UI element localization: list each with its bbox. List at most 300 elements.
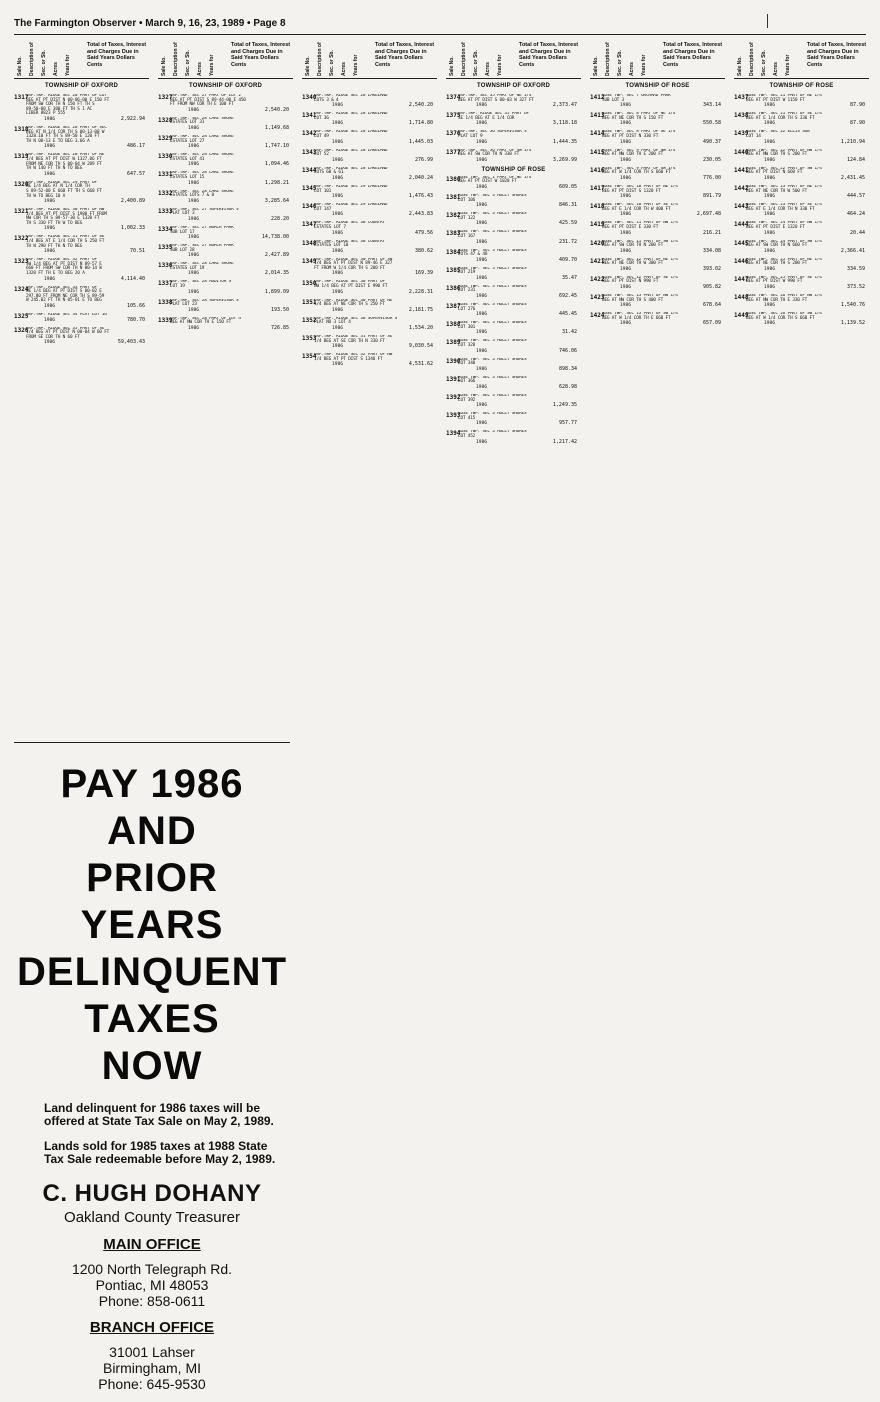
sale-number: 1420: [590, 239, 605, 247]
amount-due: 425.59: [558, 220, 577, 227]
parcel-entry: [590, 94, 725, 108]
column-header: [158, 38, 293, 79]
parcel-entry: [590, 276, 725, 290]
amount-due: 2,181.75: [408, 306, 433, 313]
parcel-description: ROSE TWP. SEC 3 HOLLY SHORES LOT 219: [458, 266, 527, 276]
sale-number: 1444: [734, 221, 749, 229]
column-header-sale-no: Sale No.: [17, 56, 23, 76]
main-office-address: [14, 1261, 290, 1309]
township-heading: TOWNSHIP OF OXFORD: [44, 83, 119, 89]
delinquent-year: 1986: [620, 248, 632, 254]
parcel-description: ROSE TWP. SEC 11 PART OF SW 1/4 BEG AT SW COR TH N 200 FT: [602, 239, 678, 249]
parcel-description: OXF.TWP. SEC 28 LAKE SHORE ESTATES LOT 31: [170, 116, 234, 126]
delinquent-year: 1986: [476, 421, 488, 427]
parcel-entry: [734, 312, 869, 326]
parcel-description: ROSE TWP. SEC 3 HOLLY SHORES LOT 276: [458, 303, 527, 312]
parcel-description: ROSE TWP. SEC 10 PART OF SE 1/4 BEG AT E 1/4 COR TH W 400 FT: [602, 203, 678, 212]
delinquent-year: 1986: [332, 175, 344, 181]
parcel-description: OXF.TWP. SEC 36 SUPERVISOR'S PLAT LOT 9: [458, 130, 527, 139]
township-heading: TOWNSHIP OF ROSE: [769, 83, 834, 89]
amount-due: 1,445.03: [408, 138, 433, 145]
column-header: [14, 38, 149, 79]
delinquent-year: 1986: [764, 212, 776, 218]
parcel-description: ROSE TWP. SEC 3 HOLLY SHORES LOTS 47 & 48: [458, 248, 527, 258]
delinquent-year: 1986: [188, 216, 200, 222]
delinquent-year: 1986: [332, 230, 344, 236]
sale-number: 1335: [158, 244, 173, 252]
delinquent-year: 1986: [476, 312, 488, 318]
delinquent-year: 1986: [188, 253, 200, 259]
sale-number: 1438: [734, 112, 749, 120]
delinquent-year: 1986: [764, 139, 776, 145]
parcel-description: OXF.TWP. SEC 28 LAKE SHORE ESTATES LOT 41: [170, 153, 234, 162]
amount-due: 87.90: [849, 102, 865, 109]
column-header-acres: Acres: [197, 62, 203, 76]
delinquent-year: 1986: [764, 194, 776, 200]
sale-number: 1337: [158, 280, 173, 288]
sale-number: 1333: [158, 207, 173, 215]
parcel-description: ROSE TWP. SEC 21 PART OF NE 1/4 BEG AT PT DIST W 1150 FT: [746, 94, 822, 103]
column-header-years: Years for: [497, 54, 503, 76]
amount-due: 87.90: [849, 120, 865, 127]
branch-office-address: [14, 1344, 290, 1392]
amount-due: 2,431.45: [840, 174, 865, 181]
parcel-description: OXF.TWP. SEC 28 PART OF LOT 4 BEG AT NW COR TH E 150 FT: [170, 316, 241, 326]
amount-due: 3,118.18: [552, 120, 577, 127]
parcel-description: OXF.TWP. SEC 27 BURCH PARK SUB LOT 17: [170, 225, 234, 235]
delinquent-year: 1986: [188, 144, 200, 150]
sale-number: 1442: [734, 184, 749, 192]
amount-due: 1,249.35: [552, 402, 577, 409]
township-heading: TOWNSHIP OF ROSE: [481, 166, 546, 173]
parcel-entry: [590, 294, 725, 308]
parcel-description: ROSE TWP. SEC 22 PART OF SW 1/4 BEG AT PT DIST N 660 FT: [746, 166, 822, 176]
parcel-description: ROSE TWP. SEC 21 PART OF SE 1/4 BEG AT E 1/4 COR TH S 330 FT: [746, 112, 822, 121]
sale-number: 1345: [302, 184, 317, 192]
amount-due: 479.56: [414, 229, 433, 236]
parcel-description: ROSE TWP. SEC 3 HOLLY SHORES LOT 452: [458, 430, 527, 439]
amount-due: 2,014.35: [264, 270, 289, 277]
delinquent-year: 1986: [764, 121, 776, 127]
delinquent-year: 1986: [764, 303, 776, 309]
parcel-entry: [734, 203, 869, 217]
parcel-entry: [158, 135, 293, 149]
parcel-description: ROSE TWP. SEC 13 PART OF NW 1/4 BEG AT NW COR TH S 400 FT: [602, 294, 678, 303]
sale-number: 1352: [302, 316, 317, 324]
amount-due: 486.17: [126, 143, 145, 150]
listing-column: [590, 38, 725, 1380]
entries-list: [734, 94, 869, 1380]
parcel-entry: [302, 280, 437, 294]
sale-number: 1347: [302, 221, 317, 229]
amount-due: 1,747.10: [264, 143, 289, 150]
listing-column: [446, 38, 581, 1380]
amount-due: 276.99: [414, 156, 433, 163]
sale-number: 1324: [14, 285, 29, 293]
parcel-description: ROSE TWP. SEC 12 PART OF NE 1/4 BEG AT NE COR TH W 300 FT: [602, 257, 678, 267]
parcel-entry: [302, 258, 437, 277]
branch-office-heading: BRANCH OFFICE: [89, 1319, 215, 1336]
delinquent-year: 1986: [188, 235, 200, 241]
amount-due: 2,697.48: [696, 211, 721, 218]
column-header-total: Total of Taxes, Interest and Charges Due in Said Years Dollars Cents: [663, 42, 723, 68]
sale-number: 1437: [734, 94, 749, 101]
parcel-entry: [590, 203, 725, 217]
amount-due: 2,366.41: [840, 247, 865, 254]
parcel-description: OXF.TWP. SEC 28 LAKE SHORE ESTATES LOT 19: [170, 262, 234, 271]
amount-due: 678.64: [702, 302, 721, 309]
amount-due: 409.70: [558, 256, 577, 263]
parcel-description: OXF.TWP. SEC 27 BURCH PARK SUB LOT 28: [170, 244, 234, 253]
sale-number: 1343: [302, 148, 317, 156]
parcel-entry: [590, 221, 725, 235]
sale-number: 1393: [446, 412, 461, 420]
column-header-years: Years for: [353, 54, 359, 76]
amount-due: 380.62: [414, 247, 433, 254]
parcel-entry: [590, 185, 725, 199]
amount-due: 657.09: [702, 320, 721, 327]
amount-due: 445.45: [558, 311, 577, 318]
amount-due: 726.85: [270, 325, 289, 332]
amount-due: 59,403.43: [117, 339, 145, 346]
delinquent-year: 1986: [620, 194, 632, 200]
parcel-description: OXF.TWP. RIDGE SEC 28 LAKELAND LOT 36: [314, 112, 388, 121]
parcel-description: OXF.TWP. RIDGE SEC 32 PART OF SW 1/4 BEG AT PT DIST N 89-57 E 660 FT FROM SW COR TH N 00-14 W 1320 FT TH E TO BEG 20 A: [26, 258, 102, 277]
column-header-total: Total of Taxes, Interest and Charges Due in Said Years Dollars Cents: [87, 42, 147, 68]
delinquent-year: 1986: [476, 348, 488, 354]
parcel-entry: [734, 240, 869, 254]
delinquent-year: 1986: [476, 385, 488, 390]
delinquent-year: 1986: [332, 103, 344, 109]
amount-due: 2,540.20: [408, 102, 433, 109]
parcel-entry: [734, 112, 869, 126]
parcel-entry: [446, 194, 581, 208]
delinquent-year: 1986: [332, 139, 344, 145]
parcel-description: OXF.TWP. SEC 28 AUDITOR'S LOT 19: [170, 280, 232, 290]
treasurer-title: Oakland County Treasurer: [64, 1209, 240, 1226]
parcel-entry: [14, 126, 149, 149]
parcel-entry: [446, 358, 581, 372]
sale-number: 1354: [302, 353, 317, 361]
township-heading: TOWNSHIP OF ROSE: [625, 83, 690, 89]
delinquent-year: 1986: [764, 266, 776, 272]
parcel-entry: [446, 394, 581, 408]
delinquent-year: 1986: [332, 157, 344, 163]
amount-due: 780.70: [126, 316, 145, 323]
delinquent-year: 1986: [332, 326, 344, 332]
treasurer-name: C. HUGH DOHANY: [42, 1180, 262, 1207]
parcel-entry: [302, 353, 437, 367]
sale-number: 1326: [14, 326, 29, 334]
amount-due: 2,040.24: [408, 174, 433, 181]
delinquent-year: 1986: [764, 248, 776, 254]
amount-due: 776.00: [702, 174, 721, 181]
sale-number: 1331: [158, 171, 173, 179]
amount-due: 1,444.35: [552, 138, 577, 145]
column-header-description: Description of: [317, 42, 323, 76]
branch-office-street: 31001 Lahser: [109, 1344, 195, 1360]
delinquent-year: 1986: [620, 321, 632, 327]
delinquent-year: 1986: [44, 249, 56, 255]
amount-due: 1,534.20: [408, 325, 433, 332]
parcel-entry: [158, 190, 293, 204]
delinquent-year: 1986: [764, 230, 776, 236]
main-office-street: 1200 North Telegraph Rd.: [71, 1261, 233, 1277]
delinquent-year: 1986: [332, 307, 344, 313]
sale-number: 1440: [734, 148, 749, 156]
sale-number: 1389: [446, 339, 461, 347]
amount-due: 2,443.83: [408, 211, 433, 218]
parcel-entry: [302, 94, 437, 108]
amount-due: 1,002.33: [120, 225, 145, 232]
column-header-description: Description of: [605, 42, 611, 76]
amount-due: 898.34: [558, 365, 577, 372]
parcel-description: ROSE TWP. SEC 24 PART OF NW 1/4 BEG AT PT DIST E 1320 FT: [746, 221, 822, 230]
amount-due: 334.59: [846, 265, 865, 272]
amount-due: 490.37: [702, 138, 721, 145]
column-header-sale-no: Sale No.: [161, 56, 167, 76]
sale-number: 1414: [590, 130, 605, 138]
column-header-description: Description of: [749, 42, 755, 76]
sale-number: 1346: [302, 203, 317, 211]
branch-office-city: Birmingham, MI: [102, 1360, 202, 1376]
parcel-entry: [302, 185, 437, 199]
delinquent-year: 1986: [476, 366, 488, 372]
parcel-entry: [446, 267, 581, 281]
amount-due: 628.98: [558, 384, 577, 390]
parcel-entry: [158, 94, 293, 113]
sale-number: 1445: [734, 239, 749, 247]
entries-list: [302, 94, 437, 1380]
parcel-description: ROSE TWP. SEC 13 PART OF SW 1/4 BEG AT W 1/4 COR TH E 660 FT: [602, 312, 678, 321]
amount-due: 193.50: [270, 306, 289, 313]
amount-due: 35.47: [561, 274, 577, 281]
delinquent-year: 1986: [476, 239, 488, 245]
delinquent-year: 1986: [476, 403, 488, 409]
column-header-description: Description of: [461, 42, 467, 76]
delinquent-year: 1986: [476, 103, 488, 109]
parcel-description: OXF.TWP. SEC 28 LAKE SHORE ESTATES LOTS 7 & 8: [170, 189, 234, 199]
parcel-description: OXF.TWP. RIDGE SEC 29 LAKELAND LOT 101: [314, 184, 388, 194]
delinquent-year: 1986: [476, 294, 488, 300]
parcel-entry: [158, 317, 293, 331]
parcel-entry: [302, 167, 437, 181]
amount-due: 3,285.64: [264, 197, 289, 204]
ad-notice-1985: Lands sold for 1985 taxes at 1988 State Tax Sale redeemable before May 2, 1989.: [44, 1139, 276, 1166]
main-office-phone: Phone: 858-0611: [98, 1293, 206, 1309]
parcel-entry: [446, 412, 581, 426]
delinquent-year: 1986: [476, 439, 488, 445]
delinquent-year: 1986: [476, 139, 488, 145]
delinquent-year: 1986: [44, 304, 56, 309]
amount-due: 2,400.89: [120, 198, 145, 205]
parcel-entry: [734, 94, 869, 108]
tax-advertisement: [14, 742, 290, 1392]
ad-headline-5: TAXES: [84, 997, 220, 1041]
delinquent-year: 1986: [620, 157, 632, 163]
township-heading: TOWNSHIP OF OXFORD: [188, 83, 263, 89]
delinquent-year: 1986: [332, 248, 344, 254]
sale-number: 1325: [14, 313, 29, 320]
listing-column: [302, 38, 437, 1380]
parcel-description: OXF.TWP. RIDGE SEC 31 PART OF SE 1/4 BEG AT SE COR TH N 330 FT: [314, 335, 393, 344]
column-header-sec-sbdv: Sec. or Sb.: [41, 50, 47, 76]
parcel-description: ROSE TWP. SEC 3 HOLLY SHORES LOT 328: [458, 339, 527, 349]
sale-number: 1336: [158, 262, 173, 270]
column-header: [590, 38, 725, 79]
parcel-entry: [302, 130, 437, 144]
parcel-entry: [302, 317, 437, 331]
amount-due: 373.52: [846, 284, 865, 291]
masthead-rule: [767, 14, 768, 28]
parcel-description: ROSE TWP. SEC 3 HOLLY SHORES LOT 106: [458, 193, 527, 203]
amount-due: 9,030.54: [408, 343, 433, 350]
sale-number: 1423: [590, 294, 605, 302]
parcel-entry: [446, 303, 581, 317]
parcel-entry: [734, 167, 869, 181]
sale-number: 1422: [590, 275, 605, 283]
parcel-description: OXF.TWP. SEC 35 PART OF NE 1/4 BEG AT PT DIST S 00-03 W 327 FT: [458, 94, 534, 103]
parcel-description: ROSE TWP. SEC 12 PART OF SE 1/4 BEG AT PT DIST N 990 FT: [602, 275, 678, 285]
sale-number: 1332: [158, 189, 173, 197]
delinquent-year: 1986: [476, 221, 488, 227]
parcel-entry: [158, 262, 293, 276]
column-header-total: Total of Taxes, Interest and Charges Due in Said Years Dollars Cents: [807, 42, 867, 68]
amount-due: 1,217.42: [552, 438, 577, 445]
parcel-description: ROSE TWP. SEC 11 PART OF NW 1/4 BEG AT PT DIST E 330 FT: [602, 221, 678, 230]
parcel-description: OXF.TWP. RIDGE SEC 35 PART OF SE 1/4 BEG AT PT DIST N 00-04 W 60 FT FROM SE COR TH N 60 FT: [26, 326, 110, 340]
parcel-description: ROSE TWP. SEC 3 HOLLY SHORES LOT 392: [458, 394, 527, 403]
column-header-sale-no: Sale No.: [305, 56, 311, 76]
sale-number: 1390: [446, 357, 461, 365]
column-header: [302, 38, 437, 79]
sale-number: 1386: [446, 284, 461, 292]
sale-number: 1419: [590, 221, 605, 229]
sale-number: 1375: [446, 112, 461, 120]
column-header-total: Total of Taxes, Interest and Charges Due in Said Years Dollars Cents: [375, 42, 435, 68]
delinquent-year: 1986: [188, 198, 200, 204]
parcel-entry: [590, 130, 725, 144]
sale-number: 1340: [302, 94, 317, 101]
parcel-entry: [14, 327, 149, 346]
entries-list: [590, 94, 725, 1380]
sale-number: 1339: [158, 316, 173, 324]
parcel-description: ROSE TWP. SEC 3 HOLLY SHORES LOT 366: [458, 375, 527, 385]
delinquent-year: 1986: [332, 121, 344, 127]
parcel-entry: [302, 335, 437, 349]
parcel-entry: [158, 171, 293, 185]
amount-due: 692.45: [558, 293, 577, 300]
amount-due: 550.58: [702, 120, 721, 127]
amount-due: 1,899.09: [264, 288, 289, 295]
parcel-entry: [590, 149, 725, 163]
parcel-entry: [14, 286, 149, 309]
parcel-entry: [446, 230, 581, 244]
parcel-description: OXF.TWP. RIDGE SEC 30 PART OF SW 1/4 BEG AT PT DIST N 89-46 E 327 FT FROM W 1/4 COR TH S 200 FT: [314, 257, 393, 271]
parcel-description: OXF.TWP. RIDGE SEC 28 PART OF SEC BEG AT N 1/4 COR TH S 00-13-00 W 1328.10 FT TH S 89-50 E 120 FT TH N 00-13 E TO BEG 3.66 A: [26, 125, 107, 144]
sale-number: 1317: [14, 94, 29, 101]
parcel-entry: [14, 153, 149, 176]
sale-number: 1418: [590, 203, 605, 211]
column-header-total: Total of Taxes, Interest and Charges Due in Said Years Dollars Cents: [519, 42, 579, 68]
parcel-description: ROSE TWP. SEC 24 PART OF SW 1/4 BEG AT SW COR TH N 660 FT: [746, 239, 822, 249]
delinquent-year: 1986: [332, 212, 344, 218]
amount-due: 169.39: [414, 270, 433, 277]
delinquent-year: 1986: [332, 194, 344, 200]
sale-number: 1415: [590, 148, 605, 156]
column-header-sale-no: Sale No.: [593, 56, 599, 76]
township-heading: TOWNSHIP OF OXFORD: [476, 83, 551, 89]
sale-number: 1412: [590, 94, 605, 101]
amount-due: 1,139.52: [840, 320, 865, 327]
sale-number: 1391: [446, 375, 461, 383]
parcel-entry: [446, 249, 581, 263]
column-header-acres: Acres: [53, 62, 59, 76]
ad-headline-2: AND: [107, 809, 197, 853]
parcel-description: OXF.TWP. SEC 28 SUPERVISOR'S PLAT LOT 23: [170, 298, 239, 308]
parcel-entry: [446, 149, 581, 163]
amount-due: 20.44: [849, 229, 865, 236]
sale-number: 1353: [302, 335, 317, 343]
parcel-entry: [302, 203, 437, 217]
entries-list: [14, 94, 149, 742]
column-header-acres: Acres: [773, 62, 779, 76]
delinquent-year: 1986: [476, 157, 488, 163]
parcel-entry: [446, 321, 581, 335]
ad-headline-6: NOW: [101, 1044, 203, 1088]
column-header: [446, 38, 581, 79]
parcel-description: OXF.TWP. RIDGE SEC 28 LAKELAND LOTS 60 & 61: [314, 166, 388, 176]
sale-number: 1441: [734, 166, 749, 174]
amount-due: 1,476.43: [408, 193, 433, 200]
parcel-description: OXF.TWP. RIDGE SEC 28 PART OF NE 1/4 BEG AT PT DIST W 1327.06 FT FROM NE COR TH S 00-04 W 209 FT TH W 140 FT TH N TO BEG: [26, 153, 105, 172]
column-header-sec-sbdv: Sec. or Sb.: [617, 50, 623, 76]
sale-number: 1448: [734, 294, 749, 302]
sale-number: 1338: [158, 298, 173, 306]
sale-number: 1321: [14, 208, 29, 216]
parcel-description: ROSE TWP. SEC 3 HOLLY SHORES LOT 340: [458, 357, 527, 367]
amount-due: 393.02: [702, 265, 721, 272]
parcel-description: OXF.TWP. RIDGE SEC 28 LAKELAND LOTS 3 & 4: [314, 94, 388, 103]
parcel-description: OXF.TWP. SEC 36 PART OF SW 1/4 BEG AT SW COR TH N 330 FT: [458, 148, 532, 158]
sale-number: 1329: [158, 134, 173, 142]
sale-number: 1376: [446, 130, 461, 138]
main-office-city: Pontiac, MI 48053: [95, 1277, 209, 1293]
parcel-entry: [734, 276, 869, 290]
entries-list: [446, 94, 581, 1380]
amount-due: 1,094.46: [264, 161, 289, 168]
parcel-entry: [590, 240, 725, 254]
parcel-description: ROSE TWP. SEC 26 PART OF NW 1/4 BEG AT NW COR TH E 330 FT: [746, 294, 822, 303]
parcel-description: ROSE TWP. SEC 25 PART OF NE 1/4 BEG AT NE COR TH S 200 FT: [746, 257, 822, 267]
amount-due: 216.21: [702, 229, 721, 236]
delinquent-year: 1986: [764, 103, 776, 109]
parcel-entry: [446, 130, 581, 144]
delinquent-year: 1986: [44, 171, 56, 177]
parcel-description: OXF.TWP. RIDGE SEC 30 PART OF NE 1/4 BEG AT NE COR TH S 250 FT: [314, 298, 393, 308]
amount-due: 609.05: [558, 183, 577, 190]
parcel-entry: [158, 208, 293, 222]
parcel-description: ROSE TWP. SEC 7 ORCHARD PARK SUB LOT 3: [602, 94, 671, 103]
parcel-description: OXF.TWP. RIDGE SEC 28 LAKELAND LOT 52: [314, 148, 388, 158]
sale-number: 1344: [302, 166, 317, 174]
column-header-total: Total of Taxes, Interest and Charges Due in Said Years Dollars Cents: [231, 42, 291, 68]
parcel-description: ROSE TWP. SEC 3 HOLLY SHORES LOT 415: [458, 412, 527, 421]
parcel-entry: [590, 258, 725, 272]
delinquent-year: 1986: [188, 289, 200, 295]
sale-number: 1341: [302, 112, 317, 120]
column-header-years: Years for: [65, 54, 71, 76]
